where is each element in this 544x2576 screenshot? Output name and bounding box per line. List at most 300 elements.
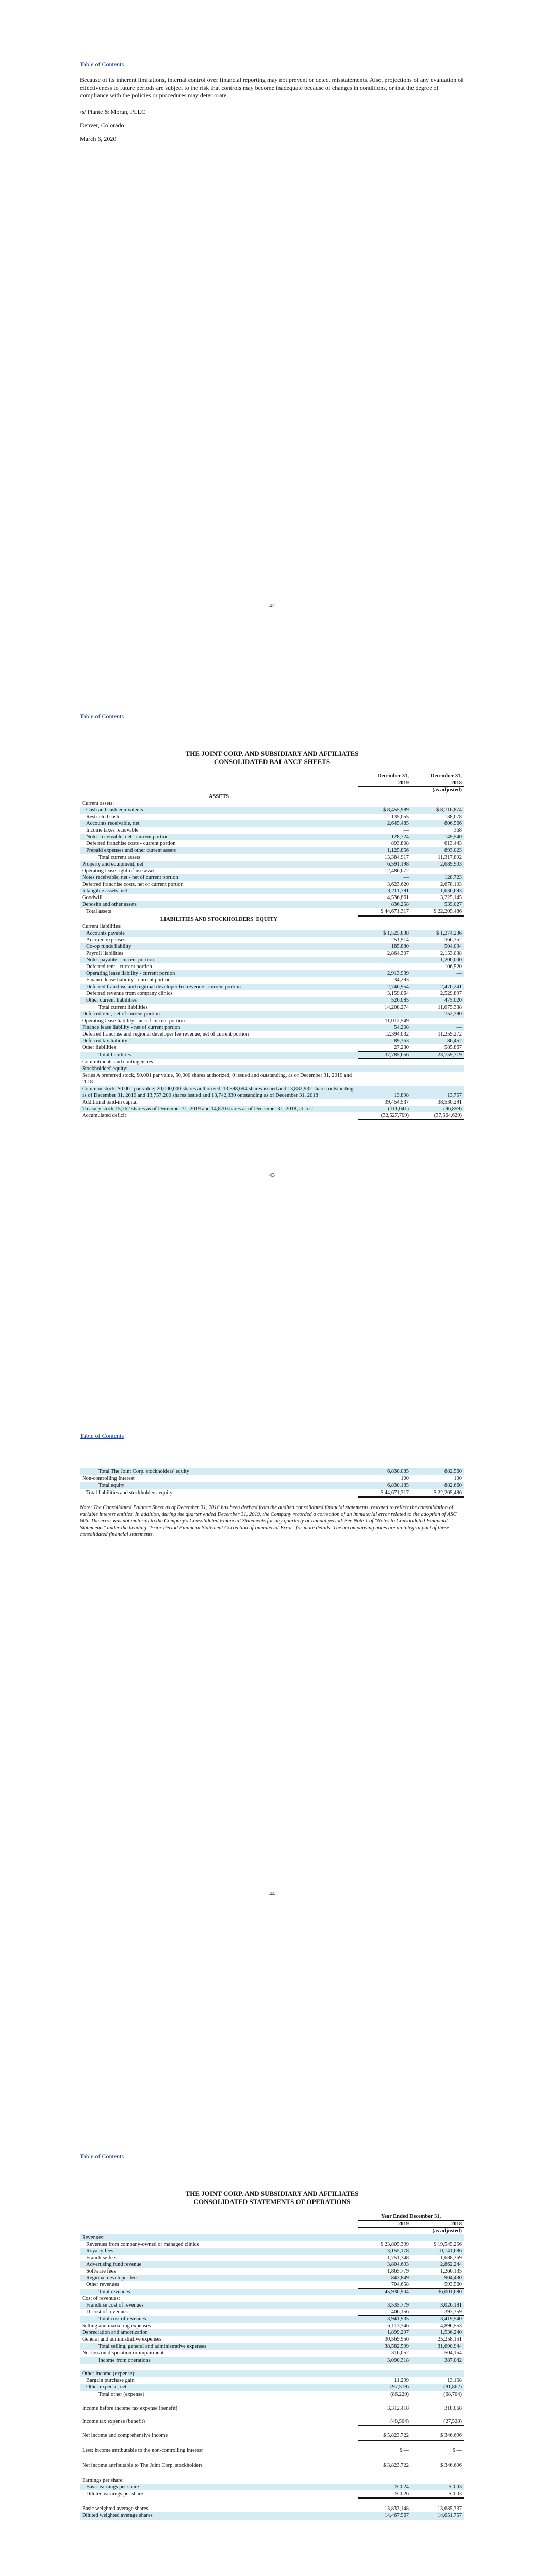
row-value: 128,723	[411, 874, 464, 881]
row-value	[411, 2455, 464, 2463]
table-row	[80, 1024, 464, 1031]
row-label: Diluted earnings per share	[86, 2491, 143, 2497]
table-row	[80, 2412, 464, 2418]
row-label: Operating lease right-of-use asset	[82, 868, 155, 874]
table-row	[80, 2241, 464, 2248]
row-value	[358, 800, 411, 807]
row-value: $ 22,205,486	[411, 1489, 464, 1497]
table-row	[80, 888, 464, 894]
row-label: Other current liabilities	[80, 997, 358, 1004]
row-value: 3,941,935	[358, 2316, 411, 2323]
page-number: 44	[269, 1891, 275, 1897]
row-label: Total assets	[86, 908, 111, 914]
row-label: Income from operations	[80, 2357, 358, 2364]
table-row	[80, 2370, 464, 2377]
row-value: 25,258,151	[411, 2336, 464, 2343]
row-value: 14,051,757	[411, 2512, 464, 2520]
row-value: 37,785,656	[358, 1052, 411, 1059]
row-value: 13,384,917	[384, 855, 409, 860]
table-row	[80, 2323, 464, 2329]
row-label: Net loss on disposition or impairment	[82, 2350, 164, 2356]
row-value: 6,591,198	[358, 861, 411, 868]
row-value: 11,317,892	[438, 855, 462, 860]
table-row	[80, 1099, 464, 1106]
row-value	[411, 2498, 464, 2506]
row-label: Total cost of revenues	[80, 2316, 358, 2323]
row-value: $ 0.26	[358, 2490, 411, 2498]
table-row	[80, 2261, 464, 2268]
row-value	[358, 2477, 411, 2484]
row-value: 535,027	[411, 901, 464, 908]
row-value	[358, 793, 411, 800]
row-value: (111,041)	[358, 1106, 411, 1112]
row-value: 23,759,319	[411, 1052, 464, 1059]
row-value: $ 23,805,399	[380, 2242, 409, 2247]
col-year: 2018	[411, 2221, 464, 2228]
table-row	[80, 894, 464, 901]
row-label: Cost of revenues:	[82, 2296, 120, 2301]
row-label: Restricted cash	[86, 814, 119, 820]
row-value	[411, 2440, 464, 2448]
row-value	[358, 2370, 411, 2377]
table-row	[80, 834, 464, 840]
table-row	[80, 937, 464, 943]
row-label: Property and equipment, net	[80, 861, 358, 868]
row-label: General and administrative expenses	[82, 2336, 162, 2342]
balance-sheet-table	[80, 773, 464, 1120]
row-value: 14,208,274	[384, 1005, 409, 1010]
row-value: 4,536,861	[387, 895, 409, 901]
table-row	[80, 2512, 464, 2520]
row-value: $ 8,455,989	[358, 807, 411, 814]
row-value: $ 0.03	[411, 2484, 464, 2490]
row-value: —	[411, 970, 464, 977]
table-row	[80, 2447, 464, 2455]
row-label: Notes receivable, net - net of current portion	[80, 874, 358, 881]
row-label: Treasury stock 15,762 shares as of December 31, 2019 and 14,870 shares as of December 31, 2018, at cost	[80, 1106, 358, 1112]
row-label: LIABILITIES AND STOCKHOLDERS' EQUITY	[160, 916, 278, 922]
row-value: 2,153,038	[440, 951, 462, 956]
table-row	[80, 2418, 464, 2426]
table-row	[80, 793, 464, 800]
row-value: 106,520	[444, 964, 462, 970]
row-value: —	[456, 1018, 462, 1024]
row-value: 526,085	[358, 997, 411, 1004]
row-label: Stockholders' equity:	[80, 1065, 358, 1072]
row-label: Finance lease liability - net of current portion	[80, 1024, 358, 1031]
row-value: 843,849	[358, 2275, 411, 2281]
row-label: Current assets:	[82, 801, 114, 806]
row-value: 1,125,856	[358, 847, 411, 854]
table-row	[80, 827, 464, 834]
row-value: 135,055	[391, 814, 409, 820]
row-value: 13,158	[447, 2378, 462, 2383]
row-label: Notes receivable, net - current portion	[80, 834, 358, 840]
row-value: 86,452	[411, 1038, 464, 1044]
row-value	[411, 2370, 464, 2377]
row-label: Notes payable - current portion	[80, 957, 358, 963]
table-row	[80, 814, 464, 820]
row-value	[411, 800, 464, 807]
row-label	[80, 2470, 358, 2478]
row-value: 6,113,346	[387, 2323, 409, 2329]
row-value: 2,864,307	[387, 951, 409, 956]
row-label: Total equity	[80, 1482, 358, 1489]
operations-table	[80, 2213, 464, 2520]
row-label: IT cost of revenues	[86, 2309, 128, 2315]
row-value: 504,154	[411, 2350, 464, 2357]
col-year: 2018	[411, 779, 464, 787]
table-row	[80, 930, 464, 937]
row-value: $ 44,671,317	[358, 908, 411, 916]
row-value: 6,830,185	[358, 1482, 411, 1489]
table-row	[80, 950, 464, 957]
row-label: Revenues:	[80, 2234, 358, 2241]
row-label: Current liabilities:	[82, 924, 122, 929]
balance-sheet-note: Note: The Consolidated Balance Sheet as of December 31, 2018 has been derived from the audited consolidated financial statements, restated to reflect the consolidation of variable interest entities. In addition, during the quarter ended December 31, 2019, the Company recorded a correction of an immaterial error related to the adoption of ASC 606. The error was not material to the Company's Consolidated Financial Statements for any quarterly or annual period. See Note 1 of "Notes to Consolidated Financial Statements" under the heading "Prior Period Financial Statement Correction of Immaterial Error" for more details. The accompanying notes are an integral part of these consolidated financial statements.	[80, 1505, 457, 1537]
row-label: Income taxes receivable	[86, 827, 139, 833]
row-value: 185,880	[358, 943, 411, 950]
row-value: $ 3,823,722	[358, 2462, 411, 2470]
row-value: 2,529,897	[440, 991, 462, 996]
table-of-contents-link[interactable]: Table of Contents	[80, 61, 124, 68]
row-value: 316,052	[358, 2350, 411, 2357]
row-value: 54,208	[358, 1024, 411, 1031]
row-label: Accrued expenses	[86, 937, 126, 943]
table-row	[80, 970, 464, 977]
row-value	[358, 2498, 411, 2506]
row-value: 38,530,291	[437, 1099, 462, 1105]
row-value: 318,068	[444, 2405, 462, 2411]
row-value: 3,225,145	[440, 895, 462, 901]
row-label: Goodwill	[82, 895, 103, 901]
row-value: 1,200,000	[411, 957, 464, 963]
row-value: —	[456, 1079, 462, 1085]
row-value	[411, 2364, 464, 2370]
table-row	[80, 2255, 464, 2261]
row-value: 27,230	[358, 1044, 411, 1052]
row-label: Total other (expense)	[98, 2391, 145, 2397]
table-row	[80, 2234, 464, 2241]
table-row	[80, 908, 464, 916]
col-year: 2019	[358, 2221, 411, 2228]
row-value: 836,258	[358, 901, 411, 908]
row-value: $ 1,274,236	[411, 930, 464, 937]
row-value: 138,078	[444, 814, 462, 820]
table-row	[80, 820, 464, 827]
table-row	[80, 868, 464, 874]
row-value	[358, 2470, 411, 2478]
table-row	[80, 854, 464, 861]
table-row	[80, 1052, 464, 1059]
row-value: (48,504)	[358, 2418, 411, 2426]
row-value: 393,359	[411, 2309, 464, 2316]
row-label	[80, 2364, 358, 2370]
row-value: (97,519)	[358, 2384, 411, 2391]
row-value: 14,467,567	[358, 2512, 411, 2520]
row-value: $ 0.24	[358, 2484, 411, 2490]
row-label: Deferred tax liability	[80, 1038, 358, 1044]
row-label: Total current assets	[98, 854, 140, 860]
row-label: Other income (expense):	[80, 2370, 358, 2377]
row-value: —	[403, 964, 409, 970]
row-value: 704,658	[358, 2281, 411, 2289]
table-row	[80, 957, 464, 963]
table-row	[80, 984, 464, 990]
row-value: (96,859)	[411, 1106, 464, 1112]
table-row	[80, 977, 464, 984]
table-row	[80, 1106, 464, 1112]
table-row	[80, 943, 464, 950]
table-row	[80, 2275, 464, 2281]
row-value: —	[403, 827, 409, 833]
row-value: $ 22,205,486	[411, 908, 464, 916]
table-row	[80, 2477, 464, 2484]
row-value: $ —	[411, 2447, 464, 2455]
table-row	[80, 2498, 464, 2506]
row-value: 36,001,680	[411, 2289, 464, 2296]
row-label: Deferred franchise costs - current portion	[86, 841, 176, 846]
row-value: 1,266,135	[440, 2268, 462, 2274]
row-label: Advertising fund revenue	[80, 2261, 358, 2268]
row-value: 13,685,337	[437, 2506, 462, 2512]
col-header: December 31,	[430, 773, 462, 779]
row-value: 2,746,954	[358, 984, 411, 990]
auditor-location: Denver, Colorado	[80, 122, 124, 129]
row-value	[358, 1059, 411, 1066]
row-value: 31,690,944	[411, 2343, 464, 2350]
row-value	[411, 2295, 464, 2302]
table-row	[80, 1031, 464, 1038]
row-value	[411, 2234, 464, 2241]
row-value: (37,564,629)	[411, 1112, 464, 1120]
row-value: 475,020	[411, 997, 464, 1004]
table-row	[80, 807, 464, 814]
row-value	[358, 2412, 411, 2418]
row-value: (32,527,709)	[358, 1112, 411, 1120]
row-label: Series A preferred stock, $0.001 par value, 50,000 shares authorized, 0 issued and outstanding, as of December 31, 2019 and 2018	[82, 1073, 352, 1085]
row-label: Basic earnings per share	[80, 2484, 358, 2490]
table-row	[80, 2455, 464, 2463]
row-value: 387,042	[411, 2357, 464, 2364]
row-label: Total current liabilities	[98, 1004, 148, 1010]
row-label: Total liabilities and stockholders' equity	[86, 1489, 173, 1496]
row-value	[358, 923, 411, 930]
table-row	[80, 2343, 464, 2350]
row-value: 3,090,318	[358, 2357, 411, 2364]
row-value: —	[358, 957, 411, 963]
table-row	[80, 1086, 464, 1099]
row-value: 12,486,672	[384, 868, 409, 874]
row-value: 1,630,693	[411, 888, 464, 894]
row-value: 12,394,032	[384, 1031, 409, 1037]
row-value	[358, 2426, 411, 2433]
table-of-contents-link[interactable]: Table of Contents	[80, 2153, 124, 2160]
row-value: (81,862)	[411, 2384, 464, 2391]
row-value: 3,026,181	[411, 2302, 464, 2309]
row-value: —	[456, 977, 462, 983]
row-label: Prepaid expenses and other current assets	[80, 847, 358, 854]
row-value: 585,867	[411, 1044, 464, 1052]
row-value	[358, 2295, 411, 2302]
row-label	[80, 2440, 358, 2448]
row-value: 1,865,779	[387, 2268, 409, 2274]
row-value: 3,159,064	[387, 991, 409, 996]
row-label: ASSETS	[208, 794, 229, 800]
col-header: December 31,	[377, 773, 409, 779]
row-label: Earnings per share:	[82, 2478, 124, 2483]
row-value: 893,808	[391, 841, 409, 846]
row-value: $ 8,716,874	[411, 807, 464, 814]
row-label: Franchise cost of revenues	[80, 2302, 358, 2309]
row-label: Total The Joint Corp. stockholders' equity	[80, 1468, 358, 1475]
row-label: Payroll liabilities	[86, 951, 124, 956]
row-value: —	[411, 1024, 464, 1031]
report-date: March 6, 2020	[80, 135, 117, 142]
table-row	[80, 800, 464, 807]
table-row	[80, 2357, 464, 2364]
row-label: Total liabilities	[80, 1052, 358, 1059]
row-value: 6,830,085	[358, 1468, 411, 1475]
row-label: Total revenues	[80, 2289, 358, 2296]
row-label: Net income attributable to The Joint Corp. stockholders	[82, 2463, 203, 2468]
row-value	[411, 923, 464, 930]
row-label: Commitments and contingencies	[82, 1059, 153, 1065]
row-value: 752,390	[411, 1011, 464, 1018]
table-row	[80, 1059, 464, 1066]
row-label: Accumulated deficit	[82, 1113, 126, 1118]
row-value	[411, 2412, 464, 2418]
row-value: 3,623,620	[387, 882, 409, 887]
row-value: 100	[358, 1475, 411, 1482]
balance-sheet-continued-table	[80, 1468, 464, 1498]
row-label: Diluted weighted average shares	[80, 2512, 358, 2520]
table-row	[80, 2398, 464, 2405]
row-label: Income before income tax expense (benefit)	[82, 2405, 178, 2411]
col-note: (as adjusted)	[432, 2228, 462, 2234]
row-label	[80, 2426, 358, 2433]
row-value: 1,688,369	[440, 2255, 462, 2261]
row-label: Royalty fees	[80, 2248, 358, 2255]
row-value: $ 5,823,722	[358, 2432, 411, 2440]
col-note: (as adjusted)	[432, 787, 462, 793]
row-value: 149,540	[411, 834, 464, 840]
table-row	[80, 840, 464, 847]
table-row	[80, 2440, 464, 2448]
table-row	[80, 1072, 464, 1086]
row-label: Accounts payable	[80, 930, 358, 937]
row-label: Franchise fees	[86, 2255, 118, 2261]
row-value: 11,259,272	[438, 1031, 462, 1037]
table-row	[80, 997, 464, 1004]
auditor-signature: /s/ Plante & Moran, PLLC	[80, 108, 145, 115]
row-value: $ 346,696	[411, 2432, 464, 2440]
row-value: 368	[454, 827, 462, 833]
row-value: $ 346,696	[411, 2462, 464, 2470]
row-value: 1,899,297	[358, 2329, 411, 2336]
table-row	[80, 2364, 464, 2370]
row-value: 13,757	[411, 1086, 464, 1099]
row-label: Less: income attributable to the non-controlling interest	[82, 2448, 203, 2453]
table-row	[80, 1112, 464, 1120]
row-value: 806,566	[411, 820, 464, 827]
table-row	[80, 1044, 464, 1052]
table-row	[80, 1475, 464, 1482]
row-label: Deferred rent, net of current portion	[80, 1011, 358, 1018]
row-value: 38,582,599	[358, 2343, 411, 2350]
table-row	[80, 990, 464, 997]
row-label	[80, 2398, 358, 2405]
row-label: Additional paid-in capital	[82, 1099, 138, 1105]
table-row	[80, 861, 464, 868]
row-value	[358, 916, 411, 924]
row-value: 11,075,338	[438, 1005, 462, 1010]
row-label: Deferred franchise and regional developer fee revenue - current portion	[80, 984, 358, 990]
table-row	[80, 2295, 464, 2302]
table-row	[80, 901, 464, 908]
table-row	[80, 2289, 464, 2296]
table-row	[80, 2505, 464, 2512]
row-value	[411, 916, 464, 924]
row-value: $ —	[358, 2447, 411, 2455]
row-label: Depreciation and amortization	[80, 2329, 358, 2336]
row-label: Total selling, general and administrative expenses	[80, 2343, 358, 2350]
row-value: (27,528)	[411, 2418, 464, 2426]
row-value	[358, 2440, 411, 2448]
row-label: Other liabilities	[82, 1045, 116, 1050]
row-value: 2,476,241	[411, 984, 464, 990]
company-title: THE JOINT CORP. AND SUBSIDIARY AND AFFILIATES	[185, 2190, 359, 2197]
row-value: 406,156	[358, 2309, 411, 2316]
row-value: 11,012,549	[385, 1018, 409, 1024]
company-title: THE JOINT CORP. AND SUBSIDIARY AND AFFILIATES	[185, 750, 359, 757]
page-number: 43	[269, 1172, 275, 1178]
row-value: 3,804,693	[358, 2261, 411, 2268]
row-value: 2,913,939	[358, 970, 411, 977]
table-row	[80, 2432, 464, 2440]
row-value: 45,930,904	[358, 2289, 411, 2296]
table-of-contents-link[interactable]: Table of Contents	[80, 1432, 124, 1439]
row-value: 366,352	[444, 937, 462, 943]
table-of-contents-link[interactable]: Table of Contents	[80, 713, 124, 720]
row-value: —	[358, 1011, 411, 1018]
row-label: Deferred franchise costs, net of current portion	[82, 882, 184, 887]
row-label: Operating lease liability - net of current portion	[82, 1018, 185, 1024]
row-value: 10,141,686	[411, 2248, 464, 2255]
internal-control-paragraph: Because of its inherent limitations, internal control over financial reporting may not prevent or detect misstatements. Also, projections of any evaluation of effectiveness to future periods are subject to the risk that controls may become inadequate because of changes in conditions, or that the degree of compliance with the policies or procedures may deteriorate.	[80, 76, 464, 99]
table-row	[80, 2405, 464, 2412]
row-value	[411, 2477, 464, 2484]
row-label	[80, 2455, 358, 2463]
row-label: Basic weighted average shares	[82, 2506, 149, 2512]
col-year: 2019	[358, 779, 411, 787]
row-value: 30,569,956	[358, 2336, 411, 2343]
row-value: 4,896,553	[440, 2323, 462, 2329]
row-value: —	[358, 874, 411, 881]
table-row	[80, 1018, 464, 1024]
row-value: 251,914	[391, 937, 409, 943]
row-label: Deferred franchise and regional developer fee revenue, net of current portion	[82, 1031, 249, 1037]
row-value: 3,535,779	[358, 2302, 411, 2309]
row-label: Selling and marketing expenses	[82, 2323, 151, 2329]
table-row	[80, 2384, 464, 2391]
row-value: 893,023	[411, 847, 464, 854]
row-value: 882,660	[411, 1482, 464, 1489]
table-row	[80, 2329, 464, 2336]
row-label: Finance lease liability - current portion	[86, 977, 171, 983]
row-label: Income tax expense (benefit)	[82, 2419, 145, 2425]
table-row	[80, 1468, 464, 1475]
